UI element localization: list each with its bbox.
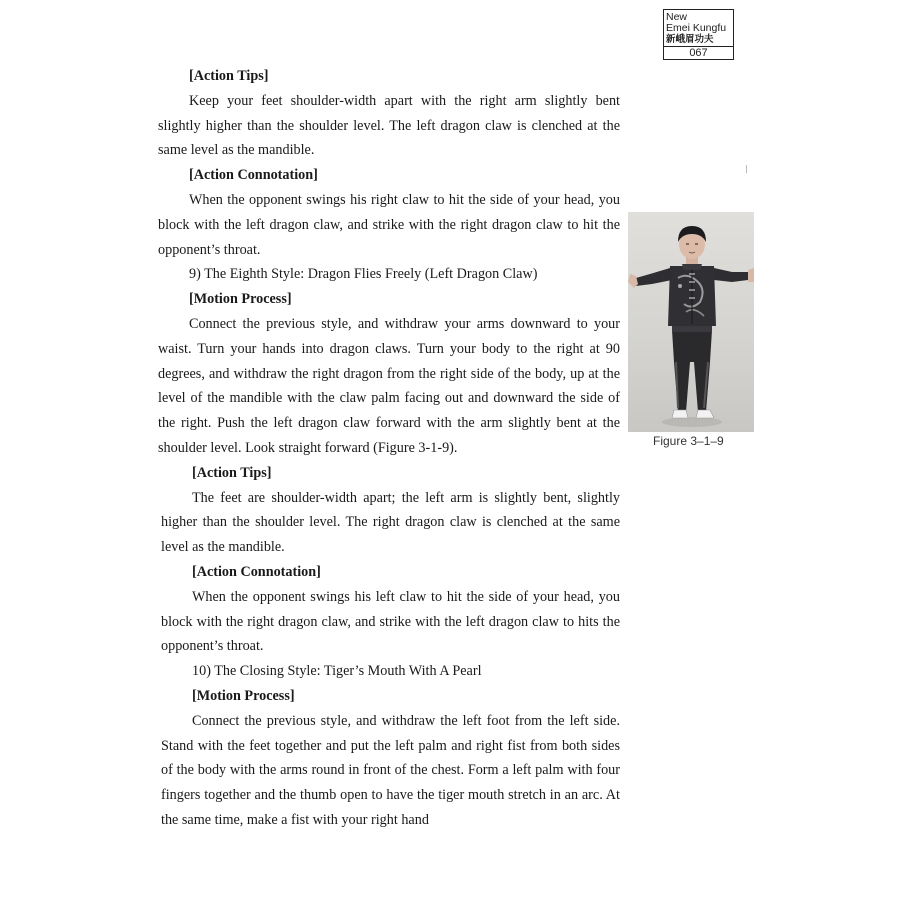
section-heading: [Action Connotation]	[189, 167, 318, 184]
section-heading: [Action Tips]	[189, 68, 269, 84]
paragraph: Keep your feet shoulder-width apart with the right arm slightly bent slightly higher than the shoulder level. The left dragon claw is clenched at the same level as the mandible.	[158, 92, 620, 159]
paragraph: Connect the previous style, and withdraw the left foot from the left side. Stand with the feet together and put the left palm and right fist from both sides of the body with the arms round in front of the chest. Form a left palm with four fingers together and the thumb open to have the tiger mouth stretch in an arc. At the same time, make a fist with your right hand	[161, 712, 620, 828]
page-number: 067	[664, 46, 733, 59]
paragraph: Connect the previous style, and withdraw your arms downward to your waist. Turn your hands into dragon claws. Turn your body to the right at 90 degrees, and withdraw the right dragon from the right side of the body, up at the level of the mandible with the claw palm facing out and downward the side of the right. Push the left dragon claw forward with the arm slightly bent at the shoulder level. Look straight forward (Figure 3-1-9).	[158, 315, 620, 456]
style-title: 9) The Eighth Style: Dragon Flies Freely (Left Dragon Claw)	[189, 266, 538, 283]
section-heading: [Action Tips]	[192, 464, 272, 481]
book-title-chinese: 新峨眉功夫	[666, 34, 714, 45]
paragraph: The feet are shoulder-width apart; the left arm is slightly bent, slightly higher than the shoulder level. The right dragon claw is clenched at the same level as the mandible.	[161, 489, 620, 556]
book-title-line-1: New	[666, 11, 688, 23]
figure-photo	[628, 212, 754, 432]
paragraph: When the opponent swings his right claw to hit the side of your head, you block with the left dragon claw, and strike with the right dragon claw to hit the opponent’s throat.	[158, 191, 620, 258]
paragraph: When the opponent swings his left claw to hit the side of your head, you block with the right dragon claw, and strike with the left dragon claw to hits the opponent’s throat.	[161, 588, 620, 655]
section-heading: [Motion Process]	[189, 291, 292, 308]
scan-speck	[746, 165, 747, 173]
body-text	[158, 64, 620, 833]
section-heading: [Motion Process]	[192, 687, 295, 704]
martial-artist-illustration	[628, 212, 754, 432]
running-header	[663, 9, 734, 60]
figure-caption: Figure 3–1–9	[653, 434, 724, 448]
style-title: 10) The Closing Style: Tiger’s Mouth With A Pearl	[192, 663, 482, 680]
section-heading: [Action Connotation]	[192, 563, 321, 580]
book-title-line-2: Emei Kungfu	[666, 22, 727, 34]
